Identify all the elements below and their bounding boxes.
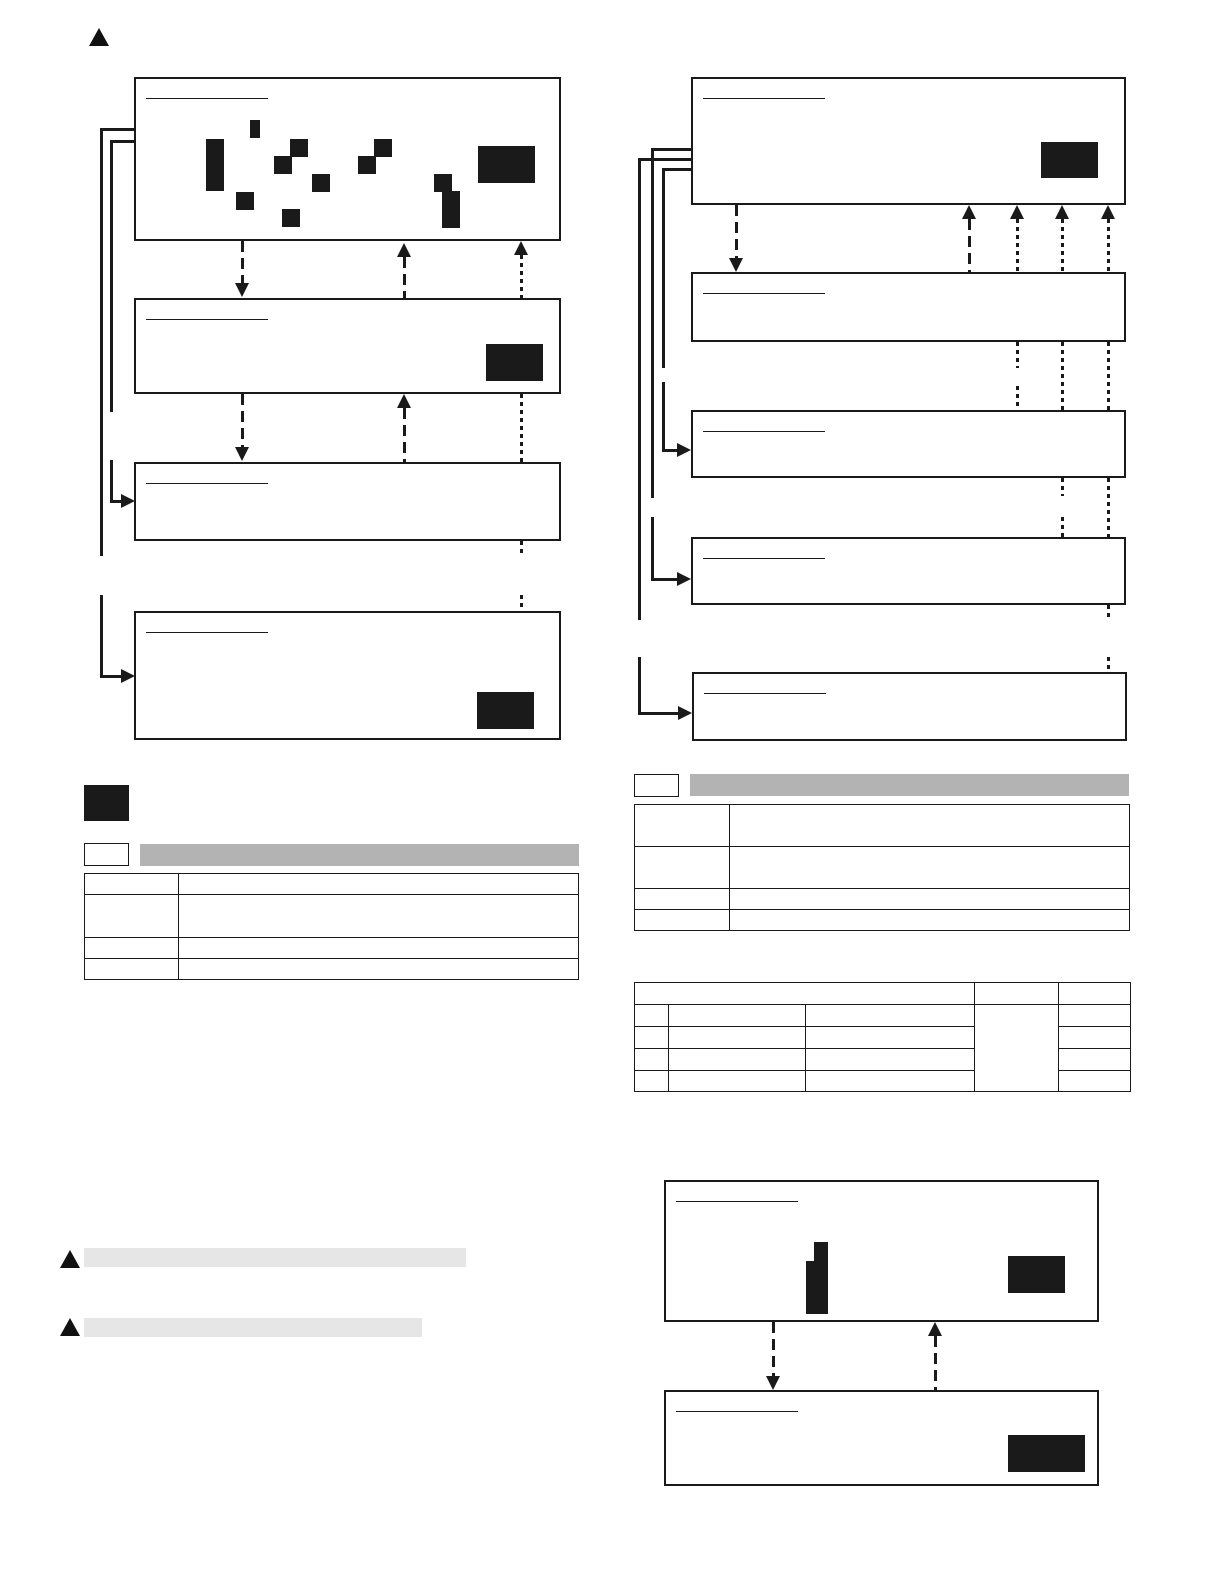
table-header-row <box>635 983 1131 1005</box>
up-arrow-icon <box>962 205 976 219</box>
char-block <box>236 192 254 210</box>
up-arrow-icon <box>1010 205 1024 219</box>
loop-line <box>110 460 113 502</box>
loop-line <box>100 595 103 678</box>
up-arrow-icon <box>397 394 411 408</box>
dotted-connector <box>520 541 523 557</box>
table-header-bar <box>140 844 579 866</box>
screen-b1[interactable] <box>691 77 1126 205</box>
dotted-connector <box>1061 478 1064 496</box>
screen-key-button[interactable] <box>478 146 535 183</box>
screen-title-rule <box>703 98 825 99</box>
loop-line <box>651 148 693 151</box>
screen-c2[interactable] <box>664 1390 1099 1486</box>
loop-line <box>638 712 679 715</box>
dotted-connector <box>1061 342 1064 410</box>
note-bar <box>84 1248 466 1267</box>
screen-b4[interactable] <box>691 537 1126 605</box>
screen-title-rule <box>703 431 825 432</box>
char-block <box>312 174 330 192</box>
table-header-bar <box>690 774 1129 796</box>
loop-line <box>100 128 136 131</box>
screen-title-rule <box>703 558 825 559</box>
screen-key-button[interactable] <box>1008 1256 1065 1293</box>
screen-b5[interactable] <box>692 672 1127 741</box>
dashed-connector <box>403 257 406 298</box>
dotted-connector <box>1061 517 1064 537</box>
loop-line <box>100 128 103 556</box>
right-arrow-icon <box>121 669 135 683</box>
table-row <box>85 874 579 895</box>
dotted-connector <box>1016 219 1019 272</box>
screen-title-rule <box>146 98 268 99</box>
up-arrow-icon <box>514 241 528 255</box>
up-arrow-icon <box>397 243 411 257</box>
screen-key-button[interactable] <box>1041 142 1098 178</box>
loop-line <box>110 140 113 412</box>
screen-title-rule <box>676 1411 798 1412</box>
table-row <box>85 959 579 980</box>
dotted-connector <box>520 595 523 611</box>
screen-key-button[interactable] <box>1008 1435 1085 1472</box>
dashed-connector <box>934 1336 937 1390</box>
char-block <box>434 174 452 192</box>
screen-a4[interactable] <box>134 611 561 740</box>
dotted-connector <box>520 255 523 298</box>
dotted-connector <box>1061 219 1064 272</box>
loop-line <box>638 158 693 161</box>
table-row <box>635 910 1130 931</box>
char-block <box>806 1261 820 1314</box>
table-row <box>85 938 579 959</box>
screen-b2[interactable] <box>691 272 1126 342</box>
loop-line <box>100 675 122 678</box>
dotted-connector <box>1016 342 1019 368</box>
up-arrow-icon <box>1055 205 1069 219</box>
screen-key-button[interactable] <box>477 692 534 729</box>
screen-title-rule <box>703 293 825 294</box>
grid-table <box>634 982 1131 1092</box>
dotted-connector <box>1107 219 1110 272</box>
char-block <box>358 156 376 174</box>
loop-line <box>638 158 641 620</box>
right-arrow-icon <box>677 572 691 586</box>
loop-line <box>110 140 136 143</box>
right-arrow-icon <box>121 494 135 508</box>
dotted-connector <box>1107 478 1110 537</box>
char-block <box>250 120 260 138</box>
dashed-connector <box>241 241 244 284</box>
down-arrow-icon <box>766 1376 780 1390</box>
note-bar <box>84 1318 422 1337</box>
right-table <box>634 804 1130 931</box>
table-row <box>635 1005 1131 1027</box>
dashed-connector <box>241 394 244 448</box>
section-marker-block <box>84 785 129 821</box>
table-row <box>635 847 1130 889</box>
loop-line <box>651 517 654 581</box>
screen-title-rule <box>146 632 268 633</box>
down-arrow-icon <box>235 283 249 297</box>
right-arrow-icon <box>678 706 692 720</box>
warning-triangle-icon <box>60 1250 80 1268</box>
table-row <box>635 889 1130 910</box>
screen-title-rule <box>146 483 268 484</box>
right-arrow-icon <box>677 443 691 457</box>
screen-b3[interactable] <box>691 410 1126 478</box>
loop-line <box>662 382 665 452</box>
char-block <box>442 191 460 228</box>
table-tag-box <box>84 843 129 866</box>
dashed-connector <box>772 1322 775 1376</box>
warning-triangle-icon <box>89 28 109 46</box>
char-block <box>374 139 392 157</box>
loop-line <box>651 578 678 581</box>
loop-line <box>662 168 693 171</box>
dotted-connector <box>1016 386 1019 410</box>
screen-title-rule <box>676 1201 798 1202</box>
loop-line <box>638 657 641 715</box>
loop-line <box>662 168 665 368</box>
loop-line <box>662 449 678 452</box>
loop-line <box>651 148 654 498</box>
left-table <box>84 873 579 980</box>
warning-triangle-icon <box>60 1318 80 1336</box>
char-block <box>290 139 308 157</box>
down-arrow-icon <box>235 447 249 461</box>
dotted-connector <box>1107 342 1110 410</box>
up-arrow-icon <box>928 1322 942 1336</box>
dotted-connector <box>1107 657 1110 672</box>
dotted-connector <box>520 394 523 462</box>
screen-title-rule <box>704 693 826 694</box>
down-arrow-icon <box>729 258 743 272</box>
char-block <box>282 209 300 227</box>
screen-a3[interactable] <box>134 462 561 541</box>
screen-title-rule <box>146 319 268 320</box>
screen-key-button[interactable] <box>486 344 543 381</box>
dashed-connector <box>403 408 406 462</box>
up-arrow-icon <box>1101 205 1115 219</box>
dashed-connector <box>968 219 971 272</box>
screen-a2[interactable] <box>134 298 561 394</box>
char-block <box>206 139 224 191</box>
table-row <box>635 805 1130 847</box>
table-row <box>85 895 579 938</box>
char-block <box>274 156 292 174</box>
screen-a1[interactable] <box>134 77 561 241</box>
dashed-connector <box>735 205 738 258</box>
dotted-connector <box>1107 605 1110 621</box>
screen-c1[interactable] <box>664 1180 1099 1322</box>
table-tag-box <box>634 774 679 797</box>
